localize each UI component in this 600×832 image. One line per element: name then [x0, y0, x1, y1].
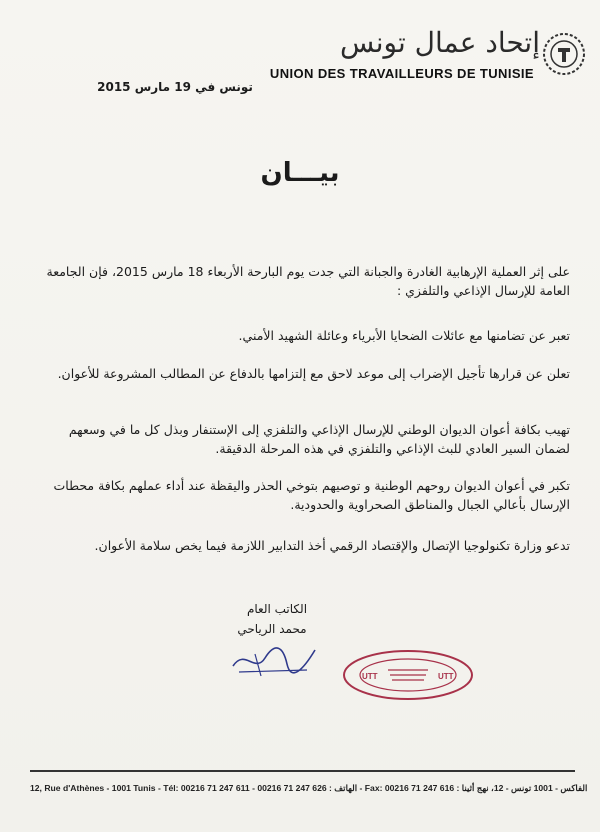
statement-item-3: تهيب بكافة أعوان الديوان الوطني للإرسال الإذاعي والتلفزي إلى الإستنفار وبذل كل ما في وسعهم لضمان السير العادي للبث الإذاعي والتلفزي في هذه المرحلة الدقيقة. — [68, 422, 570, 456]
statement-title: بيـــان — [260, 158, 340, 188]
utt-emblem-icon — [542, 32, 586, 76]
org-name-arabic: إتحاد عمال تونس — [340, 26, 540, 59]
intro-paragraph: على إثر العملية الإرهابية الغادرة والجبانة التي جدت يوم البارحة الأربعاء 18 مارس 2015، فإن الجامعة العامة للإرسال الإذاعي والتلفزي : — [46, 264, 570, 298]
statement-item-1: تعبر عن تضامنها مع عائلات الضحايا الأبرياء وعائلة الشهيد الأمني. — [238, 328, 570, 343]
signatory-name: محمد الرياحي — [237, 622, 307, 636]
org-name-french: UNION DES TRAVAILLEURS DE TUNISIE — [269, 66, 534, 81]
footer-contact: 12, Rue d'Athènes - 1001 Tunis - Tél: 00216 71 247 611 - 00216 71 247 626 : الهاتف - Fax: 00216 71 247 616 : الفاكس - 1001 تونس - 12، نهج أثينا — [30, 783, 588, 793]
statement-item-4: تكبر في أعوان الديوان روحهم الوطنية و توصيهم بتوخي الحذر واليقظة عند أداء عملهم بكافة محطات الإرسال بأعالي الجبال والمناطق الصحراوية والحدودية. — [53, 478, 570, 512]
handwritten-signature — [225, 640, 320, 680]
official-stamp — [340, 648, 476, 702]
statement-item-2: تعلن عن قرارها تأجيل الإضراب إلى موعد لاحق مع إلتزامها بالدفاع عن المطالب المشروعة للأعوان. — [57, 366, 570, 381]
footer-divider — [30, 770, 575, 772]
statement-item-5: تدعو وزارة تكنولوجيا الإتصال والإقتصاد الرقمي أخذ التدابير اللازمة فيما يخص سلامة الأعوان. — [94, 538, 570, 553]
svg-text:UTT: UTT — [438, 672, 454, 681]
svg-text:UTT: UTT — [362, 672, 378, 681]
letter-date: تونس في 19 مارس 2015 — [97, 80, 253, 94]
signatory-title: الكاتب العام — [246, 602, 308, 616]
